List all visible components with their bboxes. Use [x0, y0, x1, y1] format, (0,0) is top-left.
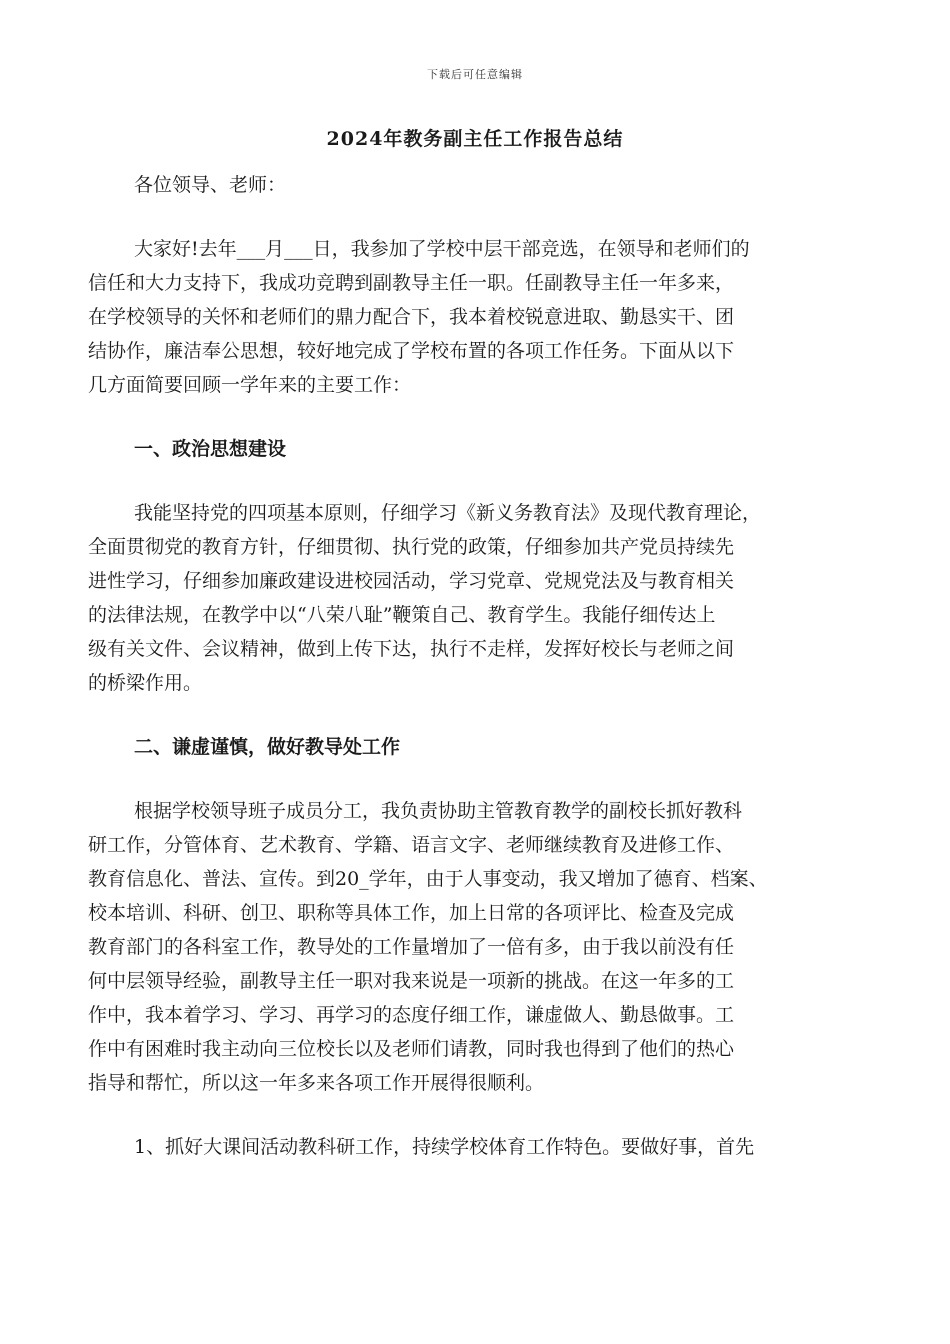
- section2-line: 指导和帮忙，所以这一年多来各项工作开展得很顺利。: [88, 1072, 545, 1094]
- section1-line: 我能坚持党的四项基本原则，仔细学习《新义务教育法》及现代教育理论，: [134, 502, 762, 524]
- section1-paragraph: [88, 496, 858, 700]
- document-body: [88, 152, 858, 1164]
- section2-line: 作中，我本着学习、学习、再学习的态度仔细工作，谦虚做人、勤恳做事。工: [88, 1004, 735, 1026]
- intro-paragraph: [88, 232, 858, 402]
- intro-line: 结协作，廉洁奉公思想，较好地完成了学校布置的各项工作任务。下面从以下: [88, 340, 735, 362]
- section-heading-2: 二、谦虚谨慎，做好教导处工作: [134, 736, 401, 758]
- section2-line: 教育部门的各科室工作，教导处的工作量增加了一倍有多，由于我以前没有任: [88, 936, 735, 958]
- spacer: [88, 466, 858, 496]
- section2-line: 研工作，分管体育、艺术教育、学籍、语言文字、老师继续教育及进修工作、: [88, 834, 735, 856]
- section-heading-1: 一、政治思想建设: [134, 438, 287, 460]
- intro-line: 信任和大力支持下，我成功竞聘到副教导主任一职。任副教导主任一年多来，: [88, 272, 735, 294]
- section2-line: 何中层领导经验，副教导主任一职对我来说是一项新的挑战。在这一年多的工: [88, 970, 735, 992]
- spacer: [88, 202, 858, 232]
- greeting: 各位领导、老师：: [134, 174, 287, 196]
- section2-line: 校本培训、科研、创卫、职称等具体工作，加上日常的各项评比、检查及完成: [88, 902, 735, 924]
- list-item-1: 1、抓好大课间活动教科研工作，持续学校体育工作特色。要做好事，首先: [134, 1136, 755, 1158]
- spacer: [88, 1100, 858, 1130]
- intro-line: 大家好!去年___月___日，我参加了学校中层干部竞选，在领导和老师们的: [134, 238, 750, 260]
- section2-line: 作中有困难时我主动向三位校长以及老师们请教，同时我也得到了他们的热心: [88, 1038, 735, 1060]
- section1-line: 进性学习，仔细参加廉政建设进校园活动，学习党章、党规党法及与教育相关: [88, 570, 735, 592]
- intro-line: 在学校领导的关怀和老师们的鼎力配合下，我本着校锐意进取、勤恳实干、团: [88, 306, 735, 328]
- page-header-note: 下载后可任意编辑: [427, 68, 523, 81]
- section1-line: 全面贯彻党的教育方针，仔细贯彻、执行党的政策，仔细参加共产党员持续先: [88, 536, 735, 558]
- section1-line: 级有关文件、会议精神，做到上传下达，执行不走样，发挥好校长与老师之间: [88, 638, 735, 660]
- intro-line: 几方面简要回顾一学年来的主要工作：: [88, 374, 412, 396]
- spacer: [88, 402, 858, 432]
- section2-line: 教育信息化、普法、宣传。到20_学年，由于人事变动，我又增加了德育、档案、: [88, 868, 768, 890]
- spacer: [88, 764, 858, 794]
- document-title: 2024年教务副主任工作报告总结: [326, 128, 624, 150]
- section1-line: 的桥梁作用。: [88, 672, 203, 694]
- spacer: [88, 700, 858, 730]
- section1-line: 的法律法规，在教学中以“八荣八耻”鞭策自己、教育学生。我能仔细传达上: [88, 604, 716, 626]
- spacer: [88, 152, 858, 168]
- section2-line: 根据学校领导班子成员分工，我负责协助主管教育教学的副校长抓好教科: [134, 800, 743, 822]
- section2-paragraph: [88, 794, 858, 1100]
